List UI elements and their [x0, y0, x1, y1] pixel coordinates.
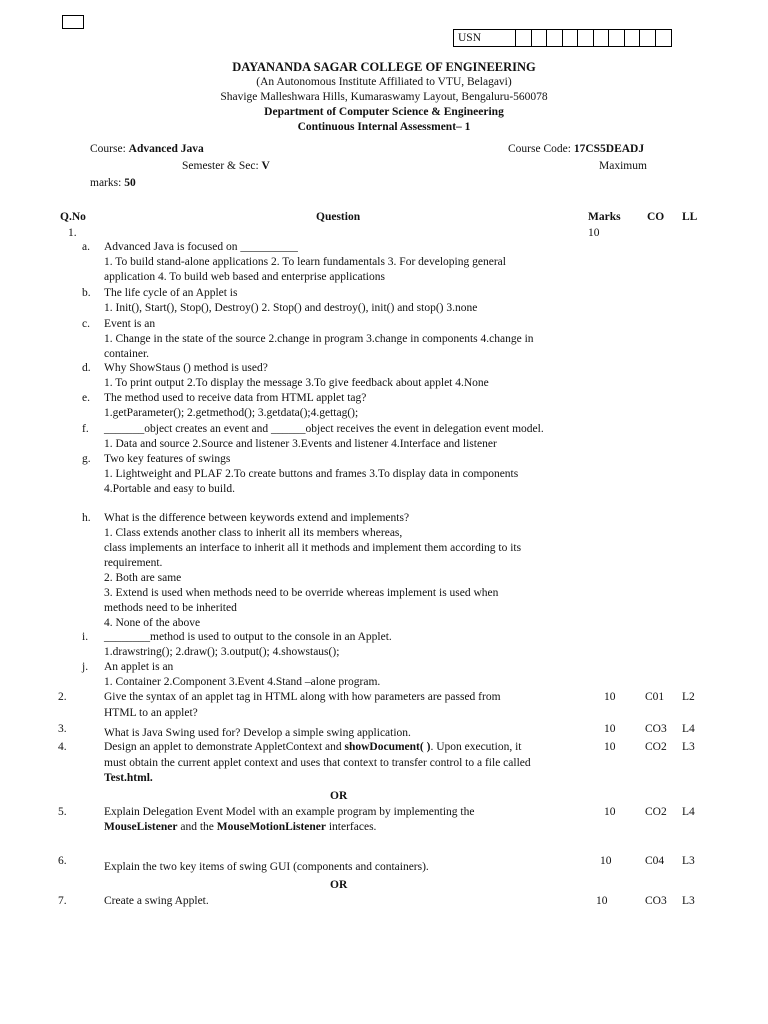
q7-marks: 10	[596, 895, 608, 907]
or-label-2: OR	[330, 879, 348, 891]
q2-ll: L2	[682, 691, 695, 703]
q1-marks: 10	[588, 227, 600, 239]
q3-number: 3.	[58, 723, 67, 735]
q1-item-line: 4. None of the above	[104, 617, 201, 629]
q1-item-letter: g.	[82, 453, 91, 465]
college-name: DAYANANDA SAGAR COLLEGE OF ENGINEERING	[232, 60, 536, 74]
q3-ll: L4	[682, 723, 695, 735]
q1-item-line: 1. Container 2.Component 3.Event 4.Stand –alone program.	[104, 676, 381, 688]
q6-ll: L3	[682, 855, 695, 867]
q4-line-2: must obtain the current applet context and uses that context to transfer control to a file called	[104, 757, 531, 769]
q1-item-letter: i.	[82, 631, 89, 643]
q3-line-1: What is Java Swing used for? Develop a simple swing application.	[104, 727, 411, 739]
q2-line-1: Give the syntax of an applet tag in HTML along with how parameters are passed from	[104, 691, 501, 703]
max-marks: marks: 50	[90, 177, 136, 189]
q3-co: CO3	[645, 723, 667, 735]
q6-number: 6.	[58, 855, 67, 867]
semester-sec: Semester & Sec: V	[182, 160, 270, 172]
q5-number: 5.	[58, 806, 67, 818]
q1-item-line: 4.Portable and easy to build.	[104, 483, 235, 495]
q1-item-line: An applet is an	[104, 661, 174, 673]
q1-item-line: requirement.	[104, 557, 163, 569]
affiliation: (An Autonomous Institute Affiliated to VTU, Belagavi)	[256, 76, 512, 88]
q1-item-letter: h.	[82, 512, 91, 524]
maximum-label: Maximum	[599, 160, 647, 172]
q1-item-line: 1. Change in the state of the source 2.change in program 3.change in components 4.change in	[104, 333, 534, 345]
q1-item-line: 1. Data and source 2.Source and listener 3.Events and listener 4.Interface and listener	[104, 438, 497, 450]
q1-item-letter: e.	[82, 392, 90, 404]
q1-item-line: class implements an interface to inherit all it methods and implement them according to its	[104, 542, 522, 554]
q1-item-line: container.	[104, 348, 150, 360]
usn-box	[453, 29, 672, 47]
q5-line-1: Explain Delegation Event Model with an example program by implementing the	[104, 806, 475, 818]
assessment-title: Continuous Internal Assessment– 1	[297, 121, 471, 133]
department: Department of Computer Science & Engineering	[264, 106, 504, 118]
q5-line-2: MouseListener and the MouseMotionListener interfaces.	[104, 821, 377, 833]
head-qno: Q.No	[60, 211, 86, 223]
q7-line-1: Create a swing Applet.	[104, 895, 209, 907]
q1-item-letter: j.	[82, 661, 89, 673]
q1-item-line: The life cycle of an Applet is	[104, 287, 238, 299]
q7-co: CO3	[645, 895, 667, 907]
q6-line-1: Explain the two key items of swing GUI (components and containers).	[104, 861, 429, 873]
or-label-1: OR	[330, 790, 348, 802]
q1-item-line: 1. To build stand-alone applications 2. To learn fundamentals 3. For developing general	[104, 256, 506, 268]
q1-item-letter: d.	[82, 362, 91, 374]
q5-co: CO2	[645, 806, 667, 818]
q1-item-letter: c.	[82, 318, 90, 330]
q6-marks: 10	[600, 855, 612, 867]
q5-marks: 10	[604, 806, 616, 818]
head-marks: Marks	[588, 211, 621, 223]
q7-ll: L3	[682, 895, 695, 907]
q4-marks: 10	[604, 741, 616, 753]
q1-item-line: Why ShowStaus () method is used?	[104, 362, 268, 374]
q4-line-1: Design an applet to demonstrate AppletContext and showDocument( ). Upon execution, it	[104, 741, 522, 753]
q1-item-line: 1.getParameter(); 2.getmethod(); 3.getdata();4.gettag();	[104, 407, 359, 419]
q2-co: C01	[645, 691, 665, 703]
q7-number: 7.	[58, 895, 67, 907]
q5-ll: L4	[682, 806, 695, 818]
head-co: CO	[647, 211, 665, 223]
address: Shavige Malleshwara Hills, Kumaraswamy Layout, Bengaluru-560078	[220, 91, 548, 103]
q1-item-letter: b.	[82, 287, 91, 299]
q1-number: 1.	[68, 227, 77, 239]
q1-item-line: Advanced Java is focused on __________	[104, 241, 298, 253]
q1-item-line: 1. Class extends another class to inherit all its members whereas,	[104, 527, 403, 539]
q1-item-line: 1. Lightweight and PLAF 2.To create buttons and frames 3.To display data in components	[104, 468, 519, 480]
q1-item-line: 1. To print output 2.To display the message 3.To give feedback about applet 4.None	[104, 377, 489, 389]
q1-item-letter: f.	[82, 423, 89, 435]
q2-number: 2.	[58, 691, 67, 703]
q1-item-line: The method used to receive data from HTML applet tag?	[104, 392, 367, 404]
q1-item-line: application 4. To build web based and enterprise applications	[104, 271, 385, 283]
q1-item-line: Event is an	[104, 318, 156, 330]
course-code: Course Code: 17CS5DEADJ	[508, 143, 645, 155]
q1-item-line: 3. Extend is used when methods need to be override whereas implement is used when	[104, 587, 499, 599]
q1-item-line: _______object creates an event and ______object receives the event in delegation event model.	[104, 423, 544, 435]
corner-box	[62, 15, 84, 29]
q4-co: CO2	[645, 741, 667, 753]
head-question: Question	[316, 211, 361, 223]
course-info: Course: Advanced Java	[90, 143, 204, 155]
q1-item-line: Two key features of swings	[104, 453, 231, 465]
q1-item-line: 1.drawstring(); 2.draw(); 3.output(); 4.showstaus();	[104, 646, 340, 658]
head-ll: LL	[682, 211, 698, 223]
q4-ll: L3	[682, 741, 695, 753]
usn-label: USN	[454, 30, 516, 46]
q4-number: 4.	[58, 741, 67, 753]
q2-marks: 10	[604, 691, 616, 703]
q1-item-line: 2. Both are same	[104, 572, 182, 584]
q1-item-line: ________method is used to output to the console in an Applet.	[104, 631, 392, 643]
q4-line-3: Test.html.	[104, 772, 153, 784]
q1-item-line: methods need to be inherited	[104, 602, 237, 614]
q1-item-line: What is the difference between keywords extend and implements?	[104, 512, 410, 524]
q3-marks: 10	[604, 723, 616, 735]
q1-item-line: 1. Init(), Start(), Stop(), Destroy() 2. Stop() and destroy(), init() and stop() 3.none	[104, 302, 478, 314]
q1-item-letter: a.	[82, 241, 90, 253]
q2-line-2: HTML to an applet?	[104, 707, 198, 719]
q6-co: C04	[645, 855, 665, 867]
